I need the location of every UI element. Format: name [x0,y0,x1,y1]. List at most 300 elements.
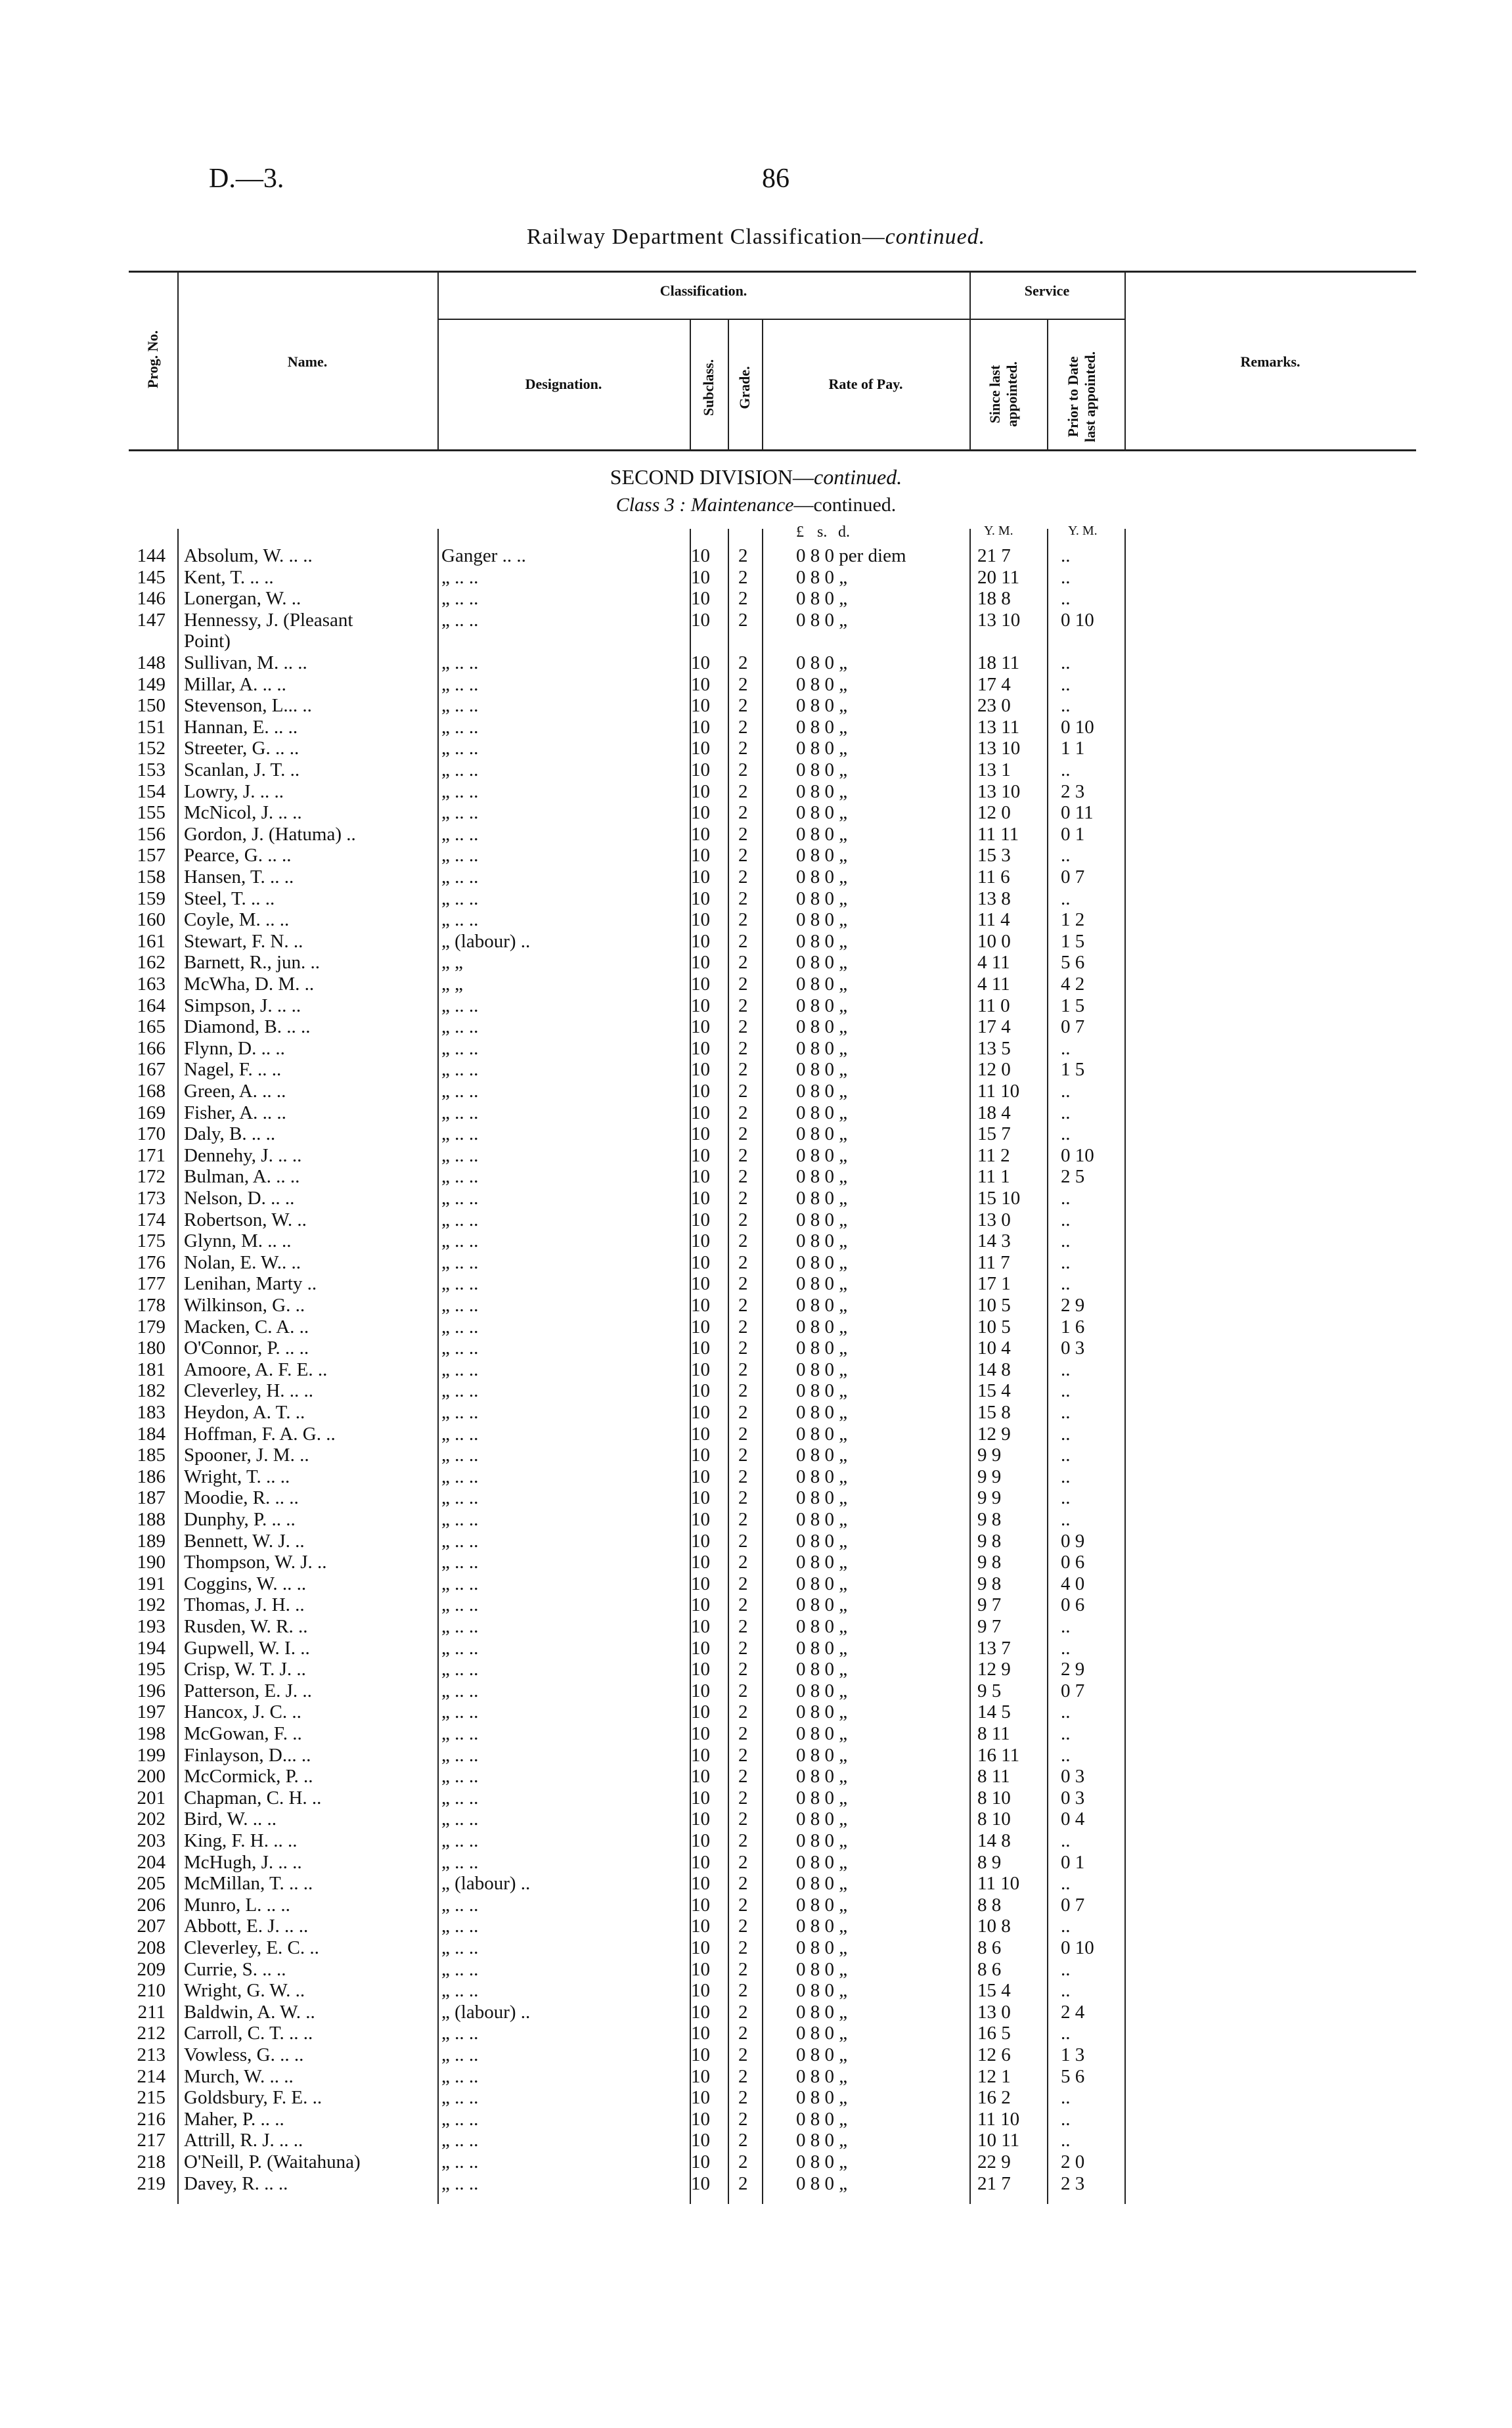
designation: „ .. .. [441,2023,479,2044]
employee-name: Nolan, E. W.. .. [184,1251,301,1273]
employee-name: Thomas, J. H. .. [184,1594,305,1616]
subclass: 10 [691,588,710,610]
grade: 2 [738,974,748,995]
col-head-subclass: Subclass. [700,359,717,416]
grade: 2 [738,1594,748,1616]
employee-name: Vowless, G. .. .. [184,2044,304,2065]
prog-no: 146 [137,588,166,610]
employee-name: Wright, T. .. .. [184,1466,290,1487]
prog-no: 218 [137,2151,166,2172]
subclass: 10 [691,1509,710,1530]
rate-of-pay: 0 8 0 „ [796,2151,848,2172]
classification-subrule [437,319,1124,320]
designation: „ .. .. [441,1144,479,1166]
subclass: 10 [691,1659,710,1680]
subclass: 10 [691,1251,710,1273]
prog-no: 185 [137,1445,166,1466]
service-prior-appointed: 0 1 [1061,1851,1085,1873]
service-since-appointed: 10 0 [977,930,1011,952]
designation: „ .. .. [441,2065,479,2087]
rate-of-pay: 0 8 0 „ [796,1188,848,1209]
prog-no: 183 [137,1402,166,1423]
employee-name: Munro, L. .. .. [184,1894,290,1916]
unit-ym-prior: Y. M. [1068,524,1098,538]
subclass: 10 [691,1445,710,1466]
grade: 2 [738,909,748,931]
prog-no: 195 [137,1659,166,1680]
service-since-appointed: 11 10 [977,1873,1020,1895]
prog-no: 169 [137,1102,166,1123]
subclass: 10 [691,1680,710,1701]
employee-name: Barnett, R., jun. .. [184,952,321,974]
subclass: 10 [691,738,710,759]
prog-no: 170 [137,1123,166,1145]
service-since-appointed: 11 10 [977,2108,1020,2130]
service-prior-appointed: .. [1061,1744,1071,1766]
grade: 2 [738,1273,748,1295]
service-prior-appointed: .. [1061,1251,1071,1273]
subclass: 10 [691,930,710,952]
service-prior-appointed: .. [1061,1723,1071,1744]
col-head-since: Since last appointed. [987,361,1020,427]
table-row [0,545,1512,566]
service-prior-appointed: .. [1061,1466,1071,1487]
subclass: 10 [691,1594,710,1616]
table-row [0,1445,1512,1466]
subclass: 10 [691,1487,710,1509]
subclass: 10 [691,1830,710,1851]
service-prior-appointed: .. [1061,1037,1071,1059]
designation: „ .. .. [441,995,479,1016]
grade: 2 [738,780,748,802]
grade: 2 [738,1251,748,1273]
employee-name: O'Connor, P. .. .. [184,1338,309,1359]
employee-name: Carroll, C. T. .. .. [184,2023,313,2044]
service-prior-appointed: 4 0 [1061,1573,1085,1594]
service-prior-appointed: 0 11 [1061,802,1094,824]
grade: 2 [738,845,748,866]
grade: 2 [738,2108,748,2130]
service-since-appointed: 11 0 [977,995,1010,1016]
designation: „ .. .. [441,1380,479,1402]
employee-name: Moodie, R. .. .. [184,1487,299,1509]
prog-no: 210 [137,1980,166,2002]
col-head-prior: Prior to Date last appointed. [1065,351,1098,443]
grade: 2 [738,716,748,738]
service-prior-appointed: .. [1061,2087,1071,2109]
designation: „ .. .. [441,1701,479,1723]
service-since-appointed: 9 8 [977,1573,1002,1594]
prog-no: 208 [137,1937,166,1958]
service-prior-appointed: .. [1061,2108,1071,2130]
employee-name: Bulman, A. .. .. [184,1166,300,1188]
service-since-appointed: 8 8 [977,1894,1002,1916]
rate-of-pay: 0 8 0 „ [796,1787,848,1809]
rate-of-pay: 0 8 0 „ [796,1766,848,1787]
prog-no: 182 [137,1380,166,1402]
rate-of-pay: 0 8 0 „ [796,1230,848,1252]
grade: 2 [738,545,748,566]
subclass: 10 [691,1102,710,1123]
service-prior-appointed: 2 9 [1061,1295,1085,1316]
designation: „ .. .. [441,1980,479,2002]
table-row [0,1594,1512,1615]
designation: „ „ [441,974,463,995]
designation: „ .. .. [441,1830,479,1851]
service-prior-appointed: 0 7 [1061,1894,1085,1916]
grade: 2 [738,1680,748,1701]
table-row [0,1402,1512,1423]
prog-no: 173 [137,1188,166,1209]
service-since-appointed: 16 11 [977,1744,1020,1766]
table-row [0,1380,1512,1401]
subclass: 10 [691,1209,710,1230]
prog-no: 168 [137,1081,166,1102]
service-prior-appointed: .. [1061,1081,1071,1102]
prog-no: 212 [137,2023,166,2044]
service-since-appointed: 9 7 [977,1616,1002,1637]
designation: „ .. .. [441,588,479,610]
rate-of-pay: 0 8 0 „ [796,1466,848,1487]
grade: 2 [738,2151,748,2172]
employee-name: Point) [184,631,231,652]
grade: 2 [738,1144,748,1166]
subclass: 10 [691,2130,710,2151]
subclass: 10 [691,845,710,866]
service-since-appointed: 13 10 [977,609,1021,631]
table-row [0,1959,1512,1980]
rate-of-pay: 0 8 0 „ [796,1637,848,1659]
grade: 2 [738,1787,748,1809]
employee-name: Gordon, J. (Hatuma) .. [184,823,356,845]
service-since-appointed: 13 8 [977,888,1011,909]
rate-of-pay: 0 8 0 „ [796,695,848,717]
prog-no: 215 [137,2087,166,2109]
service-since-appointed: 15 4 [977,1380,1011,1402]
prog-no: 157 [137,845,166,866]
service-since-appointed: 13 10 [977,738,1021,759]
table-row [0,1745,1512,1766]
service-since-appointed: 15 10 [977,1188,1021,1209]
subclass: 10 [691,1059,710,1081]
grade: 2 [738,1701,748,1723]
subclass: 10 [691,995,710,1016]
employee-name: Rusden, W. R. .. [184,1616,308,1637]
table-row [0,2173,1512,2194]
table-row [0,610,1512,631]
prog-no: 177 [137,1273,166,1295]
subclass: 10 [691,888,710,909]
table-row [0,1016,1512,1037]
designation: „ .. .. [441,2172,479,2194]
prog-no: 144 [137,545,166,566]
grade: 2 [738,1916,748,1937]
rate-of-pay: 0 8 0 „ [796,2023,848,2044]
service-prior-appointed: 2 3 [1061,2172,1085,2194]
service-prior-appointed: .. [1061,1402,1071,1423]
service-since-appointed: 13 0 [977,1209,1011,1230]
grade: 2 [738,1573,748,1594]
designation: „ .. .. [441,1594,479,1616]
service-prior-appointed: 0 3 [1061,1338,1085,1359]
prog-no: 151 [137,716,166,738]
table-row [0,824,1512,845]
grade: 2 [738,1552,748,1573]
subclass: 10 [691,1338,710,1359]
rate-of-pay: 0 8 0 „ [796,2108,848,2130]
service-prior-appointed: .. [1061,1423,1071,1445]
table-row [0,1980,1512,2001]
designation: „ .. .. [441,1787,479,1809]
service-prior-appointed: 2 4 [1061,2001,1085,2023]
prog-no: 203 [137,1830,166,1851]
employee-name: Fisher, A. .. .. [184,1102,286,1123]
subclass: 10 [691,609,710,631]
grade: 2 [738,1487,748,1509]
designation: „ .. .. [441,1958,479,1980]
table-row [0,1701,1512,1722]
designation: „ (labour) .. [441,1873,531,1895]
prog-no: 153 [137,759,166,780]
service-prior-appointed: .. [1061,1359,1071,1380]
service-prior-appointed: 2 3 [1061,780,1085,802]
service-since-appointed: 10 8 [977,1916,1011,1937]
service-since-appointed: 15 7 [977,1123,1011,1145]
rate-of-pay: 0 8 0 „ [796,1809,848,1830]
rate-of-pay: 0 8 0 „ [796,1402,848,1423]
rate-of-pay: 0 8 0 „ [796,1445,848,1466]
table-row [0,1038,1512,1059]
employee-name: Macken, C. A. .. [184,1316,309,1338]
service-prior-appointed: .. [1061,1445,1071,1466]
subclass: 10 [691,716,710,738]
designation: „ .. .. [441,1445,479,1466]
rate-of-pay: 0 8 0 per diem [796,545,906,566]
designation: „ .. .. [441,1166,479,1188]
subclass: 10 [691,1016,710,1038]
employee-name: Cleverley, H. .. .. [184,1380,314,1402]
prog-no: 181 [137,1359,166,1380]
table-row [0,1895,1512,1916]
prog-no: 201 [137,1787,166,1809]
subclass: 10 [691,1552,710,1573]
designation: „ (labour) .. [441,930,531,952]
table-row [0,1659,1512,1680]
table-row [0,1424,1512,1445]
title-main: Railway Department Classification— [526,225,885,249]
prog-no: 175 [137,1230,166,1252]
service-prior-appointed: .. [1061,588,1071,610]
service-since-appointed: 13 10 [977,780,1021,802]
col-head-remarks: Remarks. [1240,353,1301,370]
employee-name: Hoffman, F. A. G. .. [184,1423,336,1445]
title-continued: continued. [885,225,986,249]
grade: 2 [738,1466,748,1487]
rate-of-pay: 0 8 0 „ [796,995,848,1016]
grade: 2 [738,1980,748,2002]
grade: 2 [738,1037,748,1059]
service-prior-appointed: 0 3 [1061,1787,1085,1809]
designation: „ .. .. [441,1081,479,1102]
service-since-appointed: 16 2 [977,2087,1011,2109]
table-row [0,652,1512,673]
service-since-appointed: 9 8 [977,1509,1002,1530]
rate-of-pay: 0 8 0 „ [796,1338,848,1359]
designation: „ .. .. [441,2130,479,2151]
prog-no: 184 [137,1423,166,1445]
prog-no: 211 [137,2001,166,2023]
service-prior-appointed: 0 7 [1061,1680,1085,1701]
rate-of-pay: 0 8 0 „ [796,2001,848,2023]
service-since-appointed: 13 0 [977,2001,1011,2023]
prog-no: 214 [137,2065,166,2087]
prog-no: 148 [137,652,166,673]
designation: „ .. .. [441,1659,479,1680]
service-since-appointed: 21 7 [977,545,1011,566]
rate-of-pay: 0 8 0 „ [796,1937,848,1958]
subclass: 10 [691,2044,710,2065]
page-number: 86 [762,164,789,194]
service-prior-appointed: .. [1061,1873,1071,1895]
service-prior-appointed: .. [1061,652,1071,673]
grade: 2 [738,695,748,717]
subclass: 10 [691,952,710,974]
table-row [0,1531,1512,1552]
rate-of-pay: 0 8 0 „ [796,1980,848,2002]
service-since-appointed: 17 1 [977,1273,1011,1295]
grade: 2 [738,802,748,824]
service-since-appointed: 9 7 [977,1594,1002,1616]
table-row [0,1787,1512,1809]
service-since-appointed: 8 9 [977,1851,1002,1873]
service-since-appointed: 12 9 [977,1423,1011,1445]
prog-no: 194 [137,1637,166,1659]
subclass: 10 [691,1894,710,1916]
rate-of-pay: 0 8 0 „ [796,1037,848,1059]
grade: 2 [738,2023,748,2044]
service-since-appointed: 14 3 [977,1230,1011,1252]
service-prior-appointed: .. [1061,1958,1071,1980]
service-prior-appointed: .. [1061,673,1071,695]
grade: 2 [738,1380,748,1402]
subclass: 10 [691,1037,710,1059]
employee-name: Spooner, J. M. .. [184,1445,309,1466]
subclass: 10 [691,1380,710,1402]
rate-of-pay: 0 8 0 „ [796,2130,848,2151]
prog-no: 150 [137,695,166,717]
rate-of-pay: 0 8 0 „ [796,588,848,610]
prog-no: 161 [137,930,166,952]
table-row [0,2066,1512,2087]
employee-name: Hannan, E. .. .. [184,716,298,738]
table-row [0,1338,1512,1359]
grade: 2 [738,1766,748,1787]
grade: 2 [738,1402,748,1423]
col-head-prog: Prog. No. [145,330,161,389]
service-since-appointed: 11 11 [977,823,1019,845]
designation: „ .. .. [441,673,479,695]
subclass: 10 [691,2108,710,2130]
service-prior-appointed: 0 7 [1061,1016,1085,1038]
service-since-appointed: 13 11 [977,716,1020,738]
employee-name: Hennessy, J. (Pleasant [184,609,353,631]
grade: 2 [738,1851,748,1873]
employee-name: Bennett, W. J. .. [184,1530,305,1552]
rate-of-pay: 0 8 0 „ [796,2087,848,2109]
employee-name: Millar, A. .. .. [184,673,286,695]
table-row [0,1573,1512,1594]
service-since-appointed: 15 4 [977,1980,1011,2002]
grade: 2 [738,995,748,1016]
prog-no: 209 [137,1958,166,1980]
prog-no: 167 [137,1059,166,1081]
subclass: 10 [691,1230,710,1252]
grade: 2 [738,1530,748,1552]
rate-of-pay: 0 8 0 „ [796,780,848,802]
subclass: 10 [691,1766,710,1787]
grade: 2 [738,1616,748,1637]
table-row [0,2151,1512,2172]
designation: „ .. .. [441,716,479,738]
prog-no: 154 [137,780,166,802]
rate-of-pay: 0 8 0 „ [796,1380,848,1402]
prog-no: 189 [137,1530,166,1552]
col-head-service: Service [1024,282,1070,299]
rate-of-pay: 0 8 0 „ [796,1166,848,1188]
employee-name: Hancox, J. C. .. [184,1701,301,1723]
rate-of-pay: 0 8 0 „ [796,1487,848,1509]
rate-of-pay: 0 8 0 „ [796,1680,848,1701]
employee-name: Wright, G. W. .. [184,1980,305,2002]
prog-no: 163 [137,974,166,995]
service-since-appointed: 10 5 [977,1295,1011,1316]
employee-name: Daly, B. .. .. [184,1123,276,1145]
rate-of-pay: 0 8 0 „ [796,1958,848,1980]
designation: „ .. .. [441,888,479,909]
designation: „ .. .. [441,1637,479,1659]
table-row [0,674,1512,695]
service-since-appointed: 10 11 [977,2130,1020,2151]
designation: „ .. .. [441,1723,479,1744]
table-row [0,2023,1512,2044]
service-since-appointed: 14 5 [977,1701,1011,1723]
subclass: 10 [691,1916,710,1937]
prog-no: 145 [137,566,166,588]
class-name: Maintenance [690,494,794,516]
prog-no: 196 [137,1680,166,1701]
designation: „ .. .. [441,2087,479,2109]
employee-name: Diamond, B. .. .. [184,1016,311,1038]
rate-of-pay: 0 8 0 „ [796,1916,848,1937]
service-since-appointed: 9 9 [977,1445,1002,1466]
subclass: 10 [691,1166,710,1188]
service-prior-appointed: .. [1061,1380,1071,1402]
designation: „ .. .. [441,845,479,866]
service-prior-appointed: .. [1061,1701,1071,1723]
table-row [0,1123,1512,1144]
grade: 2 [738,1659,748,1680]
service-since-appointed: 9 5 [977,1680,1002,1701]
designation: „ .. .. [441,1016,479,1038]
service-prior-appointed: 0 9 [1061,1530,1085,1552]
employee-name: Maher, P. .. .. [184,2108,284,2130]
service-prior-appointed: 0 4 [1061,1809,1085,1830]
subclass: 10 [691,2087,710,2109]
prog-no: 193 [137,1616,166,1637]
table-row [0,588,1512,609]
service-since-appointed: 11 2 [977,1144,1010,1166]
employee-name: Amoore, A. F. E. .. [184,1359,328,1380]
